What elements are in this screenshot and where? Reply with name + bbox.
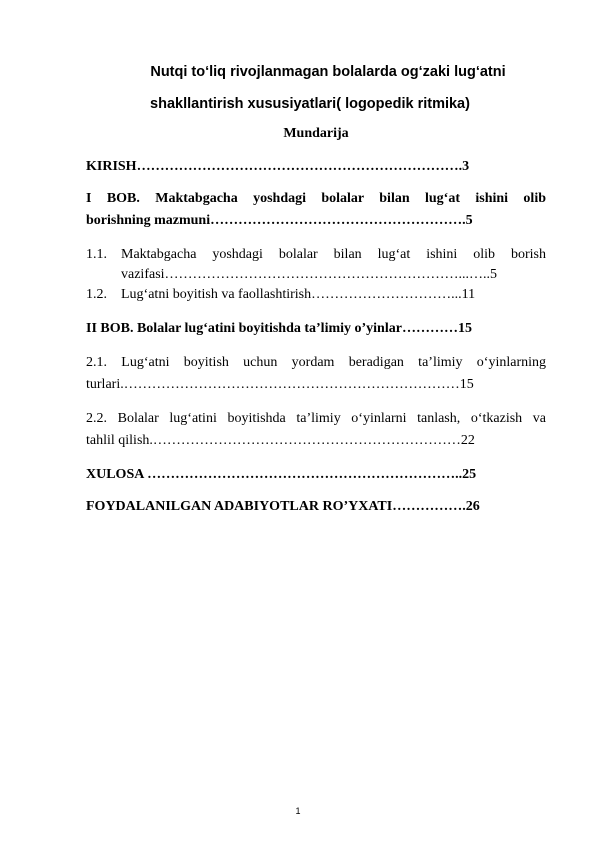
toc-entry-1-1-line2: vazifasi………………………………………………………...…..5: [121, 267, 498, 282]
toc-entry-adabiyotlar: FOYDALANILGAN ADABIYOTLAR RO’YXATI…………….26: [86, 499, 480, 514]
toc-entry-1-2: Lug‘atni boyitish va faollashtirish…………………………...11: [121, 287, 476, 302]
toc-heading: Mundarija: [283, 126, 349, 141]
toc-entry-bob2: II BOB. Bolalar lug‘atini boyitishda ta’limiy o’yinlar…………15: [86, 321, 472, 336]
toc-entry-2-2-line2: tahlil qilish.…………………………………………………………22: [86, 433, 475, 448]
toc-entry-2-2-line1: 2.2. Bolalar lug‘atini boyitishda ta’limiy o‘yinlarni tanlash, o‘tkazish va: [86, 411, 546, 426]
document-title-line-2: shakllantirish xususiyatlari( logopedik ritmika): [150, 96, 470, 112]
toc-entry-bob1-line2: borishning mazmuni……………………………………………….5: [86, 213, 473, 228]
document-title-line-1: Nutqi to‘liq rivojlanmagan bolalarda og‘zaki lug‘atni: [150, 64, 506, 80]
toc-entry-2-1-line1: 2.1. Lug‘atni boyitish uchun yordam beradigan ta’limiy o‘yinlarning: [86, 355, 546, 370]
toc-entry-xulosa: XULOSA …………………………………………………………..25: [86, 467, 477, 482]
toc-entry-1-1-line1: Maktabgacha yoshdagi bolalar bilan lug‘at ishini olib borish: [121, 247, 546, 262]
toc-entry-2-1-line2: turlari.………………………………………………………………15: [86, 377, 474, 392]
toc-section-number: 1.1.: [86, 247, 107, 262]
toc-entry-bob1-line1: I BOB. Maktabgacha yoshdagi bolalar bilan lug‘at ishini olib: [86, 191, 546, 206]
toc-entry-kirish: KIRISH…………………………………………………………….3: [86, 159, 470, 174]
toc-section-number: 1.2.: [86, 287, 107, 302]
page-number: 1: [295, 806, 301, 816]
